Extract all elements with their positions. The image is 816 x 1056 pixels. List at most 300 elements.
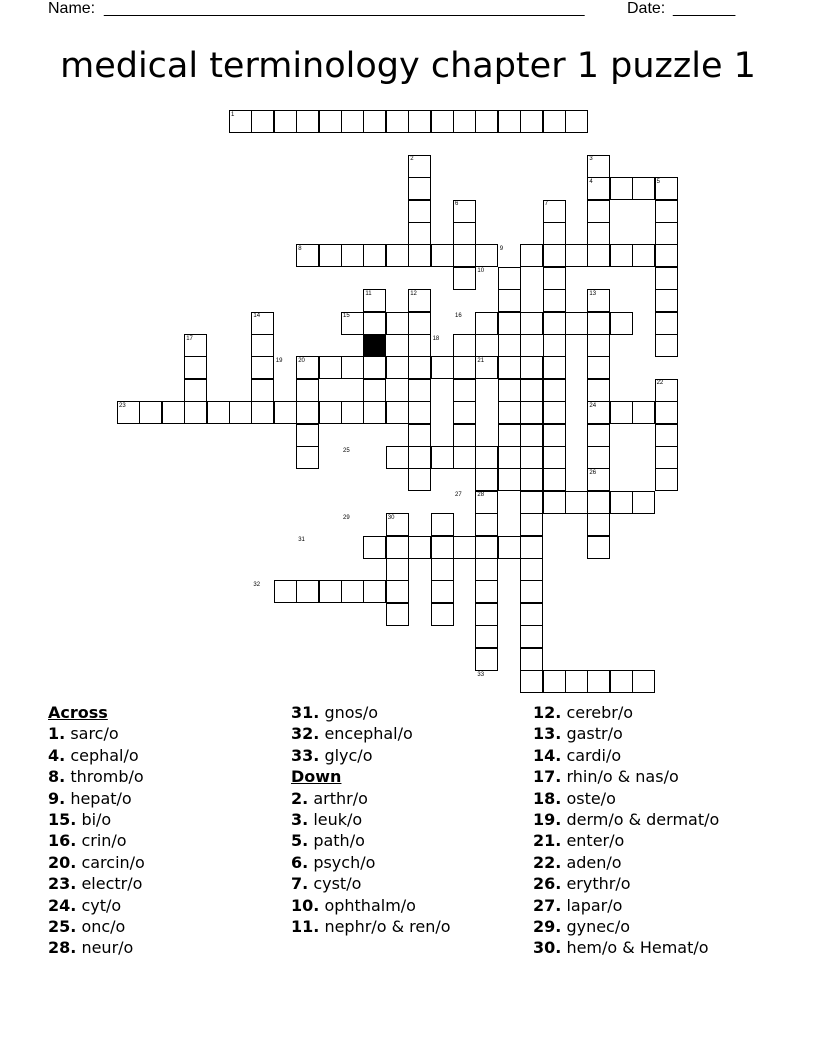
grid-cell[interactable] — [296, 401, 319, 424]
clue-item — [291, 745, 531, 766]
clue-item — [533, 895, 773, 916]
black-cell — [363, 334, 386, 357]
grid-cell[interactable] — [207, 401, 230, 424]
clue-number: 6. — [291, 852, 309, 872]
grid-cell[interactable] — [565, 244, 588, 267]
grid-cell[interactable] — [386, 536, 409, 559]
clue-number: 28. — [48, 938, 77, 958]
clue-number-label: 28 — [477, 492, 485, 499]
grid-cell[interactable] — [520, 312, 543, 335]
grid-cell[interactable] — [565, 312, 588, 335]
grid-cell[interactable] — [386, 580, 409, 603]
clue-text: electr/o — [81, 874, 143, 894]
clue-text: bi/o — [81, 809, 112, 829]
grid-cell[interactable] — [587, 222, 610, 245]
grid-cell[interactable] — [319, 401, 342, 424]
clue-item — [48, 852, 288, 873]
grid-cell[interactable] — [565, 670, 588, 693]
clue-number: 23. — [48, 874, 77, 894]
clue-number: 5. — [291, 831, 309, 851]
clue-number-label: 3 — [589, 156, 593, 163]
grid-cell[interactable] — [610, 177, 633, 200]
grid-cell[interactable] — [319, 356, 342, 379]
grid-cell[interactable] — [520, 110, 543, 133]
clue-text: cephal/o — [70, 745, 139, 765]
grid-cell[interactable] — [543, 491, 566, 514]
grid-cell[interactable] — [520, 625, 543, 648]
grid-cell[interactable] — [587, 536, 610, 559]
clue-number: 14. — [533, 745, 562, 765]
grid-cell[interactable] — [453, 536, 476, 559]
clue-item — [48, 766, 288, 787]
grid-cell[interactable] — [632, 670, 655, 693]
grid-cell[interactable] — [543, 401, 566, 424]
clue-text: arthr/o — [313, 788, 368, 808]
grid-cell[interactable] — [610, 401, 633, 424]
clue-number: 30. — [533, 938, 562, 958]
grid-cell[interactable] — [475, 625, 498, 648]
grid-cell[interactable] — [431, 110, 454, 133]
clue-text: cerebr/o — [566, 703, 634, 722]
grid-cell[interactable] — [520, 648, 543, 671]
grid-cell[interactable] — [610, 670, 633, 693]
clue-number: 7. — [291, 874, 309, 894]
grid-cell[interactable] — [162, 401, 185, 424]
clue-number-label: 15 — [343, 313, 350, 320]
grid-cell[interactable] — [408, 200, 431, 223]
clue-number-label: 26 — [589, 469, 597, 476]
clue-item — [291, 916, 531, 937]
grid-cell[interactable] — [520, 491, 543, 514]
grid-cell[interactable] — [408, 334, 431, 357]
grid-cell[interactable] — [363, 580, 386, 603]
grid-cell[interactable] — [408, 401, 431, 424]
grid-cell[interactable] — [319, 580, 342, 603]
grid-cell[interactable] — [431, 558, 454, 581]
grid-cell[interactable] — [453, 424, 476, 447]
clue-number: 19. — [533, 809, 562, 829]
clue-item — [533, 937, 773, 958]
grid-cell[interactable] — [520, 558, 543, 581]
grid-cell[interactable] — [453, 110, 476, 133]
clue-text: ophthalm/o — [324, 895, 416, 915]
clue-text: thromb/o — [70, 767, 144, 787]
grid-cell[interactable] — [408, 536, 431, 559]
clue-number-label: 12 — [410, 290, 417, 297]
grid-cell[interactable] — [475, 558, 498, 581]
grid-cell[interactable] — [587, 491, 610, 514]
grid-cell[interactable] — [498, 536, 521, 559]
clue-item — [291, 873, 531, 894]
grid-cell[interactable] — [632, 177, 655, 200]
clue-text: psych/o — [313, 852, 376, 872]
down-heading: Down — [291, 767, 342, 787]
grid-cell[interactable] — [543, 289, 566, 312]
clue-text: gnos/o — [324, 703, 379, 722]
grid-cell[interactable] — [655, 312, 678, 335]
grid-cell[interactable] — [520, 513, 543, 536]
grid-cell[interactable] — [363, 312, 386, 335]
grid-cell[interactable] — [543, 468, 566, 491]
grid-cell[interactable] — [341, 110, 364, 133]
grid-cell[interactable] — [498, 424, 521, 447]
clue-text: onc/o — [81, 916, 126, 936]
grid-cell[interactable] — [431, 446, 454, 469]
grid-cell[interactable] — [587, 379, 610, 402]
grid-cell[interactable] — [587, 356, 610, 379]
clue-list — [0, 702, 816, 982]
clue-text: cyst/o — [313, 874, 362, 894]
clue-number-label: 18 — [432, 335, 440, 342]
clue-item — [291, 809, 531, 830]
grid-cell[interactable] — [386, 110, 409, 133]
grid-cell[interactable] — [296, 379, 319, 402]
clue-number: 1. — [48, 724, 66, 744]
grid-cell[interactable] — [610, 244, 633, 267]
grid-cell[interactable] — [520, 670, 543, 693]
name-line[interactable]: ______________________________________________________ — [104, 0, 585, 17]
grid-cell[interactable] — [386, 603, 409, 626]
across-heading: Across — [48, 703, 108, 722]
grid-cell[interactable] — [520, 446, 543, 469]
clue-item — [533, 809, 773, 830]
grid-cell[interactable] — [475, 312, 498, 335]
date-line[interactable]: _______ — [673, 0, 736, 17]
clue-number: 27. — [533, 895, 562, 915]
grid-cell[interactable] — [520, 379, 543, 402]
grid-cell[interactable] — [498, 356, 521, 379]
grid-cell[interactable] — [251, 401, 274, 424]
grid-cell[interactable] — [587, 446, 610, 469]
grid-cell[interactable] — [341, 401, 364, 424]
clue-item — [48, 809, 288, 830]
grid-cell[interactable] — [475, 536, 498, 559]
grid-cell[interactable] — [341, 244, 364, 267]
grid-cell[interactable] — [341, 580, 364, 603]
grid-cell[interactable] — [587, 244, 610, 267]
grid-cell[interactable] — [475, 513, 498, 536]
clue-text: lapar/o — [566, 895, 623, 915]
clue-text: leuk/o — [313, 809, 363, 829]
clue-number: 22. — [533, 852, 562, 872]
grid-cell[interactable] — [386, 244, 409, 267]
grid-cell[interactable] — [632, 244, 655, 267]
grid-cell[interactable] — [296, 580, 319, 603]
grid-cell[interactable] — [498, 312, 521, 335]
grid-cell[interactable] — [587, 200, 610, 223]
grid-cell[interactable] — [587, 670, 610, 693]
clue-item — [533, 852, 773, 873]
grid-cell[interactable] — [475, 603, 498, 626]
grid-cell[interactable] — [453, 267, 476, 290]
grid-cell[interactable] — [453, 446, 476, 469]
clue-text: gastr/o — [566, 724, 623, 744]
clue-number: 24. — [48, 895, 77, 915]
grid-cell[interactable] — [475, 468, 498, 491]
grid-cell[interactable] — [251, 379, 274, 402]
clue-text: hepat/o — [70, 788, 132, 808]
grid-cell[interactable] — [408, 177, 431, 200]
clue-number: 12. — [533, 703, 562, 722]
clue-number: 9. — [48, 788, 66, 808]
grid-cell[interactable] — [363, 110, 386, 133]
grid-cell[interactable] — [587, 334, 610, 357]
clue-number: 31. — [291, 703, 320, 722]
clue-number: 25. — [48, 916, 77, 936]
grid-cell[interactable] — [431, 513, 454, 536]
grid-cell[interactable] — [475, 110, 498, 133]
clue-item — [291, 895, 531, 916]
grid-cell[interactable] — [498, 401, 521, 424]
grid-cell[interactable] — [543, 312, 566, 335]
clue-text: crin/o — [81, 831, 127, 851]
name-label: Name: — [48, 0, 96, 17]
grid-cell[interactable] — [229, 401, 252, 424]
clue-text: cyt/o — [81, 895, 122, 915]
grid-cell[interactable] — [498, 379, 521, 402]
grid-cell[interactable] — [363, 401, 386, 424]
clue-text: enter/o — [566, 831, 625, 851]
grid-cell[interactable] — [431, 536, 454, 559]
clue-text: carcin/o — [81, 852, 145, 872]
clue-text: sarc/o — [70, 724, 119, 744]
grid-cell[interactable] — [431, 244, 454, 267]
clue-number: 15. — [48, 809, 77, 829]
clue-number: 26. — [533, 874, 562, 894]
grid-cell[interactable] — [655, 334, 678, 357]
clue-number-label: 5 — [656, 178, 660, 185]
grid-cell[interactable] — [498, 267, 521, 290]
grid-cell[interactable] — [475, 446, 498, 469]
grid-cell[interactable] — [655, 222, 678, 245]
clue-number-label: 31 — [298, 537, 305, 544]
clue-item — [48, 895, 288, 916]
clue-number-label: 14 — [253, 313, 261, 320]
clue-number: 21. — [533, 831, 562, 851]
grid-cell[interactable] — [386, 401, 409, 424]
grid-cell[interactable] — [386, 356, 409, 379]
grid-cell[interactable] — [408, 244, 431, 267]
grid-cell[interactable] — [319, 110, 342, 133]
grid-cell[interactable] — [520, 356, 543, 379]
grid-cell[interactable] — [655, 200, 678, 223]
clue-number-label: 17 — [186, 335, 193, 342]
clue-item — [533, 873, 773, 894]
grid-cell[interactable] — [386, 446, 409, 469]
grid-cell[interactable] — [431, 356, 454, 379]
clue-number: 20. — [48, 852, 77, 872]
clue-number-label: 20 — [298, 357, 305, 364]
grid-cell[interactable] — [431, 603, 454, 626]
grid-cell[interactable] — [610, 312, 633, 335]
grid-cell[interactable] — [655, 468, 678, 491]
clue-text: cardi/o — [566, 745, 622, 765]
grid-cell[interactable] — [139, 401, 162, 424]
grid-cell[interactable] — [453, 401, 476, 424]
grid-cell[interactable] — [655, 244, 678, 267]
grid-cell[interactable] — [453, 244, 476, 267]
grid-cell[interactable] — [408, 312, 431, 335]
clue-number: 10. — [291, 895, 320, 915]
grid-cell[interactable] — [274, 401, 297, 424]
clue-number-label: 27 — [455, 492, 462, 499]
clue-item — [533, 788, 773, 809]
clue-text: encephal/o — [324, 724, 413, 744]
clue-number-label: 33 — [477, 671, 485, 678]
clue-number-label: 19 — [275, 357, 283, 364]
grid-cell[interactable] — [498, 468, 521, 491]
grid-cell[interactable] — [386, 312, 409, 335]
grid-cell[interactable] — [520, 401, 543, 424]
clue-number: 2. — [291, 788, 309, 808]
clue-number-label: 21 — [477, 357, 485, 364]
clue-number: 4. — [48, 745, 66, 765]
clue-number: 18. — [533, 788, 562, 808]
clue-item — [533, 745, 773, 766]
grid-cell[interactable] — [655, 267, 678, 290]
grid-cell[interactable] — [520, 424, 543, 447]
grid-cell[interactable] — [655, 289, 678, 312]
clue-number-label: 7 — [544, 201, 548, 208]
grid-cell[interactable] — [475, 580, 498, 603]
grid-cell[interactable] — [520, 536, 543, 559]
grid-cell[interactable] — [251, 334, 274, 357]
grid-cell[interactable] — [543, 670, 566, 693]
grid-cell[interactable] — [363, 379, 386, 402]
clue-number: 8. — [48, 767, 66, 787]
clue-number-label: 2 — [410, 156, 414, 163]
grid-cell[interactable] — [565, 110, 588, 133]
grid-cell[interactable] — [475, 648, 498, 671]
grid-cell[interactable] — [565, 491, 588, 514]
clue-item — [48, 830, 288, 851]
grid-cell[interactable] — [498, 446, 521, 469]
clue-number: 11. — [291, 916, 320, 936]
grid-cell[interactable] — [184, 401, 207, 424]
grid-cell[interactable] — [319, 244, 342, 267]
grid-cell[interactable] — [498, 334, 521, 357]
clue-column-3 — [533, 702, 773, 959]
grid-cell[interactable] — [386, 558, 409, 581]
grid-cell[interactable] — [610, 491, 633, 514]
grid-cell[interactable] — [296, 424, 319, 447]
grid-cell[interactable] — [274, 580, 297, 603]
clue-item — [48, 916, 288, 937]
grid-cell[interactable] — [274, 110, 297, 133]
grid-cell[interactable] — [408, 424, 431, 447]
grid-cell[interactable] — [543, 334, 566, 357]
grid-cell[interactable] — [520, 468, 543, 491]
grid-cell[interactable] — [296, 446, 319, 469]
clue-item — [291, 723, 531, 744]
clue-number-label: 22 — [656, 380, 664, 387]
clue-item — [291, 788, 531, 809]
clue-number-label: 23 — [119, 402, 126, 409]
clue-number-label: 4 — [589, 178, 593, 185]
grid-cell[interactable] — [363, 536, 386, 559]
clue-column-1 — [48, 702, 288, 959]
clue-item — [48, 873, 288, 894]
clue-number: 16. — [48, 831, 77, 851]
grid-cell[interactable] — [408, 446, 431, 469]
grid-cell[interactable] — [408, 379, 431, 402]
grid-cell[interactable] — [408, 110, 431, 133]
grid-cell[interactable] — [543, 424, 566, 447]
grid-cell[interactable] — [587, 513, 610, 536]
grid-cell[interactable] — [251, 356, 274, 379]
clue-number: 32. — [291, 724, 320, 744]
grid-cell[interactable] — [184, 379, 207, 402]
grid-cell[interactable] — [632, 401, 655, 424]
grid-cell[interactable] — [251, 110, 274, 133]
grid-cell[interactable] — [341, 356, 364, 379]
clue-number: 33. — [291, 745, 320, 765]
clue-text: neur/o — [81, 938, 134, 958]
clue-text: hem/o & Hemat/o — [566, 938, 709, 958]
grid-cell[interactable] — [655, 424, 678, 447]
grid-cell[interactable] — [498, 110, 521, 133]
clue-item — [48, 788, 288, 809]
clue-number: 17. — [533, 767, 562, 787]
grid-cell[interactable] — [587, 424, 610, 447]
grid-cell[interactable] — [431, 580, 454, 603]
clue-item — [291, 852, 531, 873]
clue-text: gynec/o — [566, 916, 631, 936]
grid-cell[interactable] — [453, 356, 476, 379]
grid-cell[interactable] — [408, 356, 431, 379]
grid-cell[interactable] — [543, 379, 566, 402]
clue-number-label: 11 — [365, 290, 372, 297]
grid-cell[interactable] — [543, 244, 566, 267]
clue-number-label: 16 — [455, 313, 462, 320]
grid-cell[interactable] — [453, 379, 476, 402]
grid-cell[interactable] — [363, 244, 386, 267]
grid-cell[interactable] — [453, 222, 476, 245]
clue-column-2 — [291, 702, 531, 937]
grid-cell[interactable] — [520, 580, 543, 603]
grid-cell[interactable] — [475, 244, 498, 267]
grid-cell[interactable] — [520, 244, 543, 267]
grid-cell[interactable] — [363, 356, 386, 379]
clue-number-label: 24 — [589, 402, 597, 409]
grid-cell[interactable] — [520, 603, 543, 626]
clue-item — [533, 723, 773, 744]
grid-cell[interactable] — [184, 356, 207, 379]
grid-cell[interactable] — [587, 312, 610, 335]
grid-cell[interactable] — [296, 110, 319, 133]
clue-item — [291, 702, 531, 723]
date-label: Date: — [627, 0, 666, 17]
grid-cell[interactable] — [498, 289, 521, 312]
clue-number: 13. — [533, 724, 562, 744]
grid-cell[interactable] — [543, 446, 566, 469]
clue-number-label: 13 — [589, 290, 597, 297]
puzzle-title: medical terminology chapter 1 puzzle 1 — [60, 46, 756, 86]
clue-number: 29. — [533, 916, 562, 936]
grid-cell[interactable] — [408, 222, 431, 245]
clue-number-label: 6 — [455, 201, 459, 208]
grid-cell[interactable] — [543, 110, 566, 133]
grid-cell[interactable] — [632, 491, 655, 514]
grid-cell[interactable] — [655, 446, 678, 469]
grid-cell[interactable] — [543, 356, 566, 379]
clue-item — [533, 766, 773, 787]
grid-cell[interactable] — [543, 267, 566, 290]
grid-cell[interactable] — [453, 334, 476, 357]
grid-cell[interactable] — [408, 468, 431, 491]
grid-cell[interactable] — [543, 222, 566, 245]
grid-cell[interactable] — [655, 401, 678, 424]
